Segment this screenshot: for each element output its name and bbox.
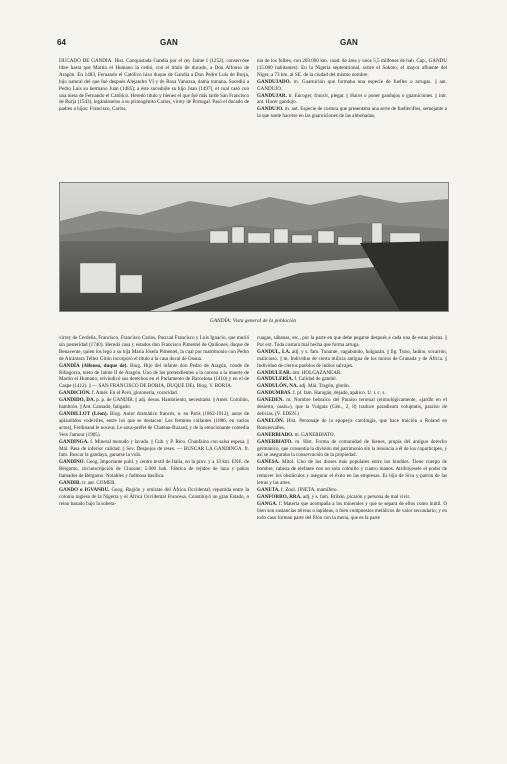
page-number: 64 bbox=[57, 38, 66, 47]
entry: GANDULEAR. intr. HOLGAZANEAR. bbox=[257, 369, 342, 376]
entry: GANDIDO, DA. p. p. de GANDIR. || adj. desus. Hambriento, necesitado. || Amér. Comilón, hambrón. || Ant. Cansado, fatigado. bbox=[59, 397, 249, 411]
landscape-photo-illustration bbox=[60, 183, 448, 311]
entry: GANDÍA (Alfonso, duque de). Biog. Hijo del infante don Pedro de Aragón, conde de Ribagorza, nieto de Jaime II de Aragón. Uno de los pretendientes a la corona a la muerte de Martín el Humano, reivindicó sus derechos en el Parlamento de Barcelona (1410) y en el de Caspe (1412). || — SAN FRANCISCO DE BORJA, DUQUE DE). Biog. V. BORJA. bbox=[59, 362, 249, 390]
photograph-gandia bbox=[59, 182, 449, 312]
entry: GANESA. Mitol. Uno de los dioses más populares entre los hindúes. Tiene cuerpo de hombre, cabeza de elefante con un solo colmillo y cuatro manos. Atribúyesele el poder de remover los obstáculos y asegurar el éxito en las empresas. Es hijo de Siva y patrón de las letras y las artes. bbox=[257, 459, 447, 487]
column-bottom-right bbox=[257, 335, 447, 743]
column-top-right bbox=[257, 58, 447, 178]
entry: GANELÓN. Hist. Personaje de la epopeya carolingia, que hace traición a Roland en Roncesvalles. bbox=[257, 417, 447, 431]
entry: GANDUJADO. m. Guarnición que formaba una especie de fuelles o arrugas. || ant. GANDUJO. bbox=[257, 78, 447, 92]
entry: virrey de Cerdeña, Francisco, Francisco Carlos, Pascual Francisco y Luis Ignacio, que murió sin posteridad (1740). Heredó casa y estados don Francisco Pimentel de Quiñones, duque de Benavente, quien los legó a su hija María Josefa Pimentel, la cual por matrimonio con Pedro de Alcántara Téllez Girón incorporó el título a la casa ducal de Osuna. bbox=[59, 335, 249, 362]
photo-caption: GANDÍA: Vista general de la población bbox=[209, 318, 297, 324]
entry: GANFORRO, RRA. adj. y s. fam. Bribón, picarón y persona de mal vivir. bbox=[257, 493, 411, 500]
entry: DUCADO DE GANDÍA. Hist. Conquistada Gandía por el rey Jaime I (1252), conservóse libre hasta que Martín el Humano la cedió, con el título de ducado, a Don Alfonso de Aragón. En 1483, Fernando el Católico hizo duque de Gandía a Don Pedro Luis de Borja, hijo natural del que fué después Alejandro VI y de Rosa Vanozza, dama romana. Sucedió a Pedro Luis su hermano Juan (1485); a éste sucedióle su hijo Juan (1497), el cual casó con una nieta de Fernando el Católico. Heredó título y bienes el que fué más tarde San Francisco de Borja (1543), legándoselos a su primogénito Carlos, virrey de Portugal. Pasó el ducado de padres a hijos: Francisco, Carlos, bbox=[59, 58, 249, 113]
entry: GANDINGA. f. Mineral menudo y lavado. || Cub. y P. Rico. Chanfaina con salsa espesa. || Mál. Pasa de inferior calidad. || Sev. Despojos de reses. — BUSCAR LA GANDINGA. fr. fam. Buscar la gandaya, ganarse la vida. bbox=[59, 438, 249, 459]
entry: GANDUJO. m. ant. Especie de costura que presentaba una serie de fuelleciflos, semejante a la que suele hacerse en las guarniciones de las almohadas, bbox=[257, 106, 447, 120]
entry: GANDINO. Geog. Importante publ. y centro textil de Italia, en la prov. y a 13 km. ENE. de Bérgamo, circunscripción de Clusone; 5.000 hab. Fábrica de tejidos de lana y paños llamados de Bérgamo. Notables y fadmosa basílica. bbox=[59, 459, 249, 480]
entry: GANETA. f. Zool. JINETA, mamífero. bbox=[257, 486, 338, 493]
entry: GANDILLOT (Léon). Biog. Autor dramático francés, n. en París (1862-1912), autor de aplaudidos vodeviles, entre los que se destacan: Les femmes collantes (1886, en varios actos), Ferdinand le noceur, Le sous-préfet de Chateau-Buzard, y de la emocionante comedia Vers l'amour (1905). bbox=[59, 410, 249, 438]
entry: GANDIR. tr. ant. COMER. bbox=[59, 480, 116, 487]
entry: GANDO o IGVANDU. Geog. Región y emirato del África Occidental, repartida entre la colonia inglesa de la Nigeria y el África Occidental Francesa. Constituyó un gran Estado, o reino basado bajo la sobera- bbox=[59, 486, 249, 507]
column-bottom-left bbox=[59, 335, 249, 743]
entry: GANEDEN. m. Nombre hebraico del Paraíso terrenal (etimológicamente, «jardín en el desierto, oasis»), que la Vulgata (Gén., 2, 8) traduce paradisum voluptatis, paraíso de delicias. (V. EDEN.) bbox=[257, 397, 447, 417]
entry: GANERBIATO. m. Hist. Forma de comunidad de bienes, propia del antiguo derecho germánico, que consentía la división del patrimonio sin la renuncia a él de los copartícipes, y así se aseguraba la conservación de la propiedad. bbox=[257, 438, 447, 459]
entry: GANDICIÓN. f. Amér. En el Perú, glotonería, voracidad. bbox=[59, 390, 178, 397]
entry: GANDUMBAS. f. pl. fam. Haragán, dejado, apático. U. t. c. s. bbox=[257, 390, 386, 397]
entry: GANGA. f. Materia que acompaña a los minerales y que se separa de ellos como inútil. O bien son sustancias térreas o lapídeas, o bien compuestos metálicos de valor secundario, y en todo caso forman parte del filón con la mena, que es la parte bbox=[257, 500, 447, 521]
right-guide-term: GAN bbox=[340, 38, 358, 47]
entry: GANDUL, LA. adj. y s. fam. Tunante, vagabundo, holgazán. || fig. Tuno, ladino, socarrón, malicioso. || m. Individuo de cierta milicia antigua de los moros de Granada y de África. || Individuo de ciertos pueblos de indios salvajes. bbox=[257, 348, 447, 369]
entry: cuagas, sábanas, etc., por la parte en que debe pegarse después a cada una de estas piezas. || Por ext. Toda costura mal hecha que forma arruga. bbox=[257, 335, 447, 348]
entry: GANDULÓN, NA. adj. Mál. Tragón, glotón. bbox=[257, 383, 350, 390]
left-guide-term: GAN bbox=[160, 38, 178, 47]
entry: nia de los fulbes, con 203.000 km. cuad. de área y unos 5,5 millones de hab. Cap., GANDU (15.000 habitantes). En la Nigeria septentrional, sobre el Sokoto, el mayor afluente del Níger, a 73 km. al SE. de la ciudad del mismo nombre. bbox=[257, 58, 447, 78]
entry: GANDULERÍA. f. Calidad de gandul. bbox=[257, 376, 337, 383]
column-top-left bbox=[59, 58, 249, 178]
entry: GANDUJAR. tr. Encoger, fruncir, plegar. || Hacer o poner gandujos o guarniciones. || intr. ant. Hacer gandujo. bbox=[257, 92, 447, 106]
entry: GANERBIADO. m. GANERBIATO. bbox=[257, 431, 335, 438]
